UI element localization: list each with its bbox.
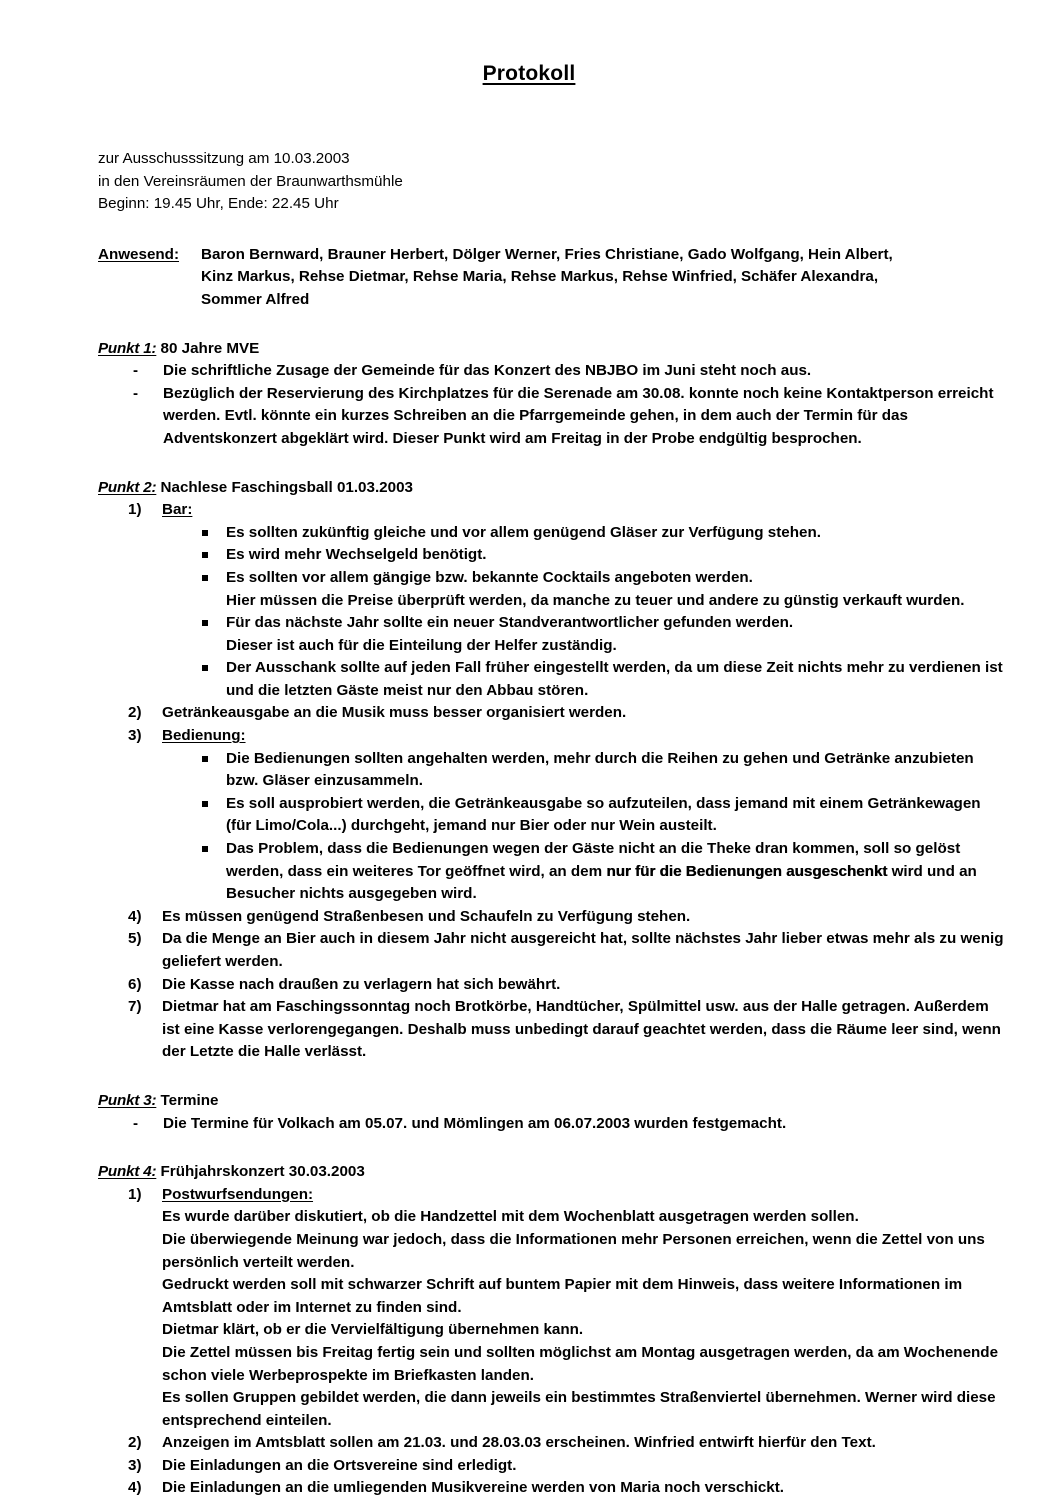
list-item-text: Es sollten vor allem gängige bzw. bekannte Cocktails angeboten werden. xyxy=(226,568,753,586)
square-bullet-icon xyxy=(202,530,208,536)
list-item xyxy=(98,657,1010,702)
dash-marker: - xyxy=(133,362,139,380)
list-item-text: Es sollten zukünftig gleiche und vor allem genügend Gläser zur Verfügung stehen. xyxy=(226,523,821,541)
list-item xyxy=(98,974,1010,997)
list-item-subheading: Bar: xyxy=(162,501,193,519)
list-item xyxy=(98,567,1010,612)
number-marker: 3) xyxy=(128,727,142,745)
attendance-line: Kinz Markus, Rehse Dietmar, Rehse Maria, Rehse Markus, Rehse Winfried, Schäfer Alexandra, xyxy=(201,268,879,286)
square-bullet-icon xyxy=(202,846,208,852)
dash-marker: - xyxy=(133,384,139,402)
list-item xyxy=(98,1113,1010,1136)
list-item-subheading: Postwurfsendungen: xyxy=(162,1185,314,1203)
list-item-text: Die Bedienungen sollten angehalten werden, mehr durch die Reihen zu gehen und Getränke anzubieten bzw. Gläser einzusammeln. xyxy=(226,749,974,790)
attendance-block xyxy=(98,244,1010,312)
list-item-text: Da die Menge an Bier auch in diesem Jahr nicht ausgereicht hat, sollte nächstes Jahr lieber etwas mehr als zu wenig geliefert werden. xyxy=(162,930,1004,970)
number-marker: 7) xyxy=(128,998,142,1016)
number-marker: 2) xyxy=(128,1434,142,1452)
list-item xyxy=(98,928,1010,973)
dash-marker: - xyxy=(133,1114,139,1132)
number-marker: 4) xyxy=(128,1479,142,1497)
list-item xyxy=(98,725,1010,748)
list-item xyxy=(98,906,1010,929)
attendance-names xyxy=(201,244,1010,312)
list-item-text: Anzeigen im Amtsblatt sollen am 21.03. und 28.03.03 erscheinen. Winfried entwirft hierfür den Text. xyxy=(162,1434,876,1452)
list-item-subheading: Bedienung: xyxy=(162,727,246,745)
number-marker: 3) xyxy=(128,1456,142,1474)
square-bullet-icon xyxy=(202,801,208,807)
list-item-continuation: Die Zettel müssen bis Freitag fertig sein und sollten möglichst am Montag ausgetragen werden, da am Wochenende schon viele Werbeprospekte im Briefkasten landen. xyxy=(162,1343,999,1384)
list-item xyxy=(98,544,1010,567)
list-item-text-tail: wird und an Besucher nichts ausgegeben wird. xyxy=(226,862,977,903)
square-bullet-icon xyxy=(202,620,208,626)
section-heading-punkt-1 xyxy=(98,338,1010,361)
square-bullet-icon xyxy=(202,665,208,671)
punkt-1-label: Punkt 1: xyxy=(98,339,157,357)
punkt-2-title: Nachlese Faschingsball 01.03.2003 xyxy=(156,478,413,496)
number-marker: 6) xyxy=(128,975,142,993)
list-item-text: Das Problem, dass die Bedienungen wegen der Gäste nicht an die Theke dran kommen, soll so gelöst werden, dass ein weiteres Tor geöffnet wird, an dem xyxy=(226,840,961,880)
list-item-text: Getränkeausgabe an die Musik muss besser organisiert werden. xyxy=(162,704,627,722)
punkt-3-label: Punkt 3: xyxy=(98,1091,157,1109)
number-marker: 2) xyxy=(128,704,142,722)
list-item xyxy=(98,383,1010,451)
square-bullet-icon xyxy=(202,756,208,762)
list-item xyxy=(98,838,1010,906)
list-item xyxy=(98,1432,1010,1455)
list-item xyxy=(98,996,1010,1064)
list-item-text: Dietmar hat am Faschingssonntag noch Brotkörbe, Handtücher, Spülmittel usw. aus der Halle getragen. Außerdem ist eine Kasse verlorengegangen. Deshalb muss unbedingt darauf geachtet werden, dass die Räume leer sind, wenn der Letzte die Halle verlässt. xyxy=(162,998,1001,1061)
square-bullet-icon xyxy=(202,575,208,581)
list-item xyxy=(98,612,1010,657)
list-item xyxy=(98,1184,1010,1433)
intro-line-2: in den Vereinsräumen der Braunwarthsmühle xyxy=(98,172,403,190)
list-item-continuation: Es sollen Gruppen gebildet werden, die dann jeweils ein bestimmtes Straßenviertel übernehmen. Werner wird diese entsprechend einteilen. xyxy=(162,1389,996,1429)
list-item xyxy=(98,748,1010,793)
attendance-line: Sommer Alfred xyxy=(201,290,310,308)
attendance-line: Baron Bernward, Brauner Herbert, Dölger Werner, Fries Christiane, Gado Wolfgang, Hein Albert, xyxy=(201,245,893,263)
section-heading-punkt-3 xyxy=(98,1090,1010,1113)
list-item xyxy=(98,522,1010,545)
list-item xyxy=(98,360,1010,383)
intro-block xyxy=(98,148,1010,216)
list-item-continuation: Dietmar klärt, ob er die Vervielfältigung übernehmen kann. xyxy=(162,1321,584,1339)
intro-line-1: zur Ausschusssitzung am 10.03.2003 xyxy=(98,150,350,167)
list-item-text: Die Termine für Volkach am 05.07. und Mömlingen am 06.07.2003 wurden festgemacht. xyxy=(163,1114,787,1132)
list-item xyxy=(98,499,1010,522)
intro-line-3: Beginn: 19.45 Uhr, Ende: 22.45 Uhr xyxy=(98,195,339,213)
list-item xyxy=(98,1477,1010,1497)
list-item-text: Es wird mehr Wechselgeld benötigt. xyxy=(226,546,487,564)
number-marker: 1) xyxy=(128,1185,142,1203)
list-item-text: Der Ausschank sollte auf jeden Fall früher eingestellt werden, da um diese Zeit nichts mehr zu verdienen ist und die letzten Gäste meist nur den Abbau stören. xyxy=(226,659,1003,699)
list-item-text: Es soll ausprobiert werden, die Getränkeausgabe so aufzuteilen, dass jemand mit einem Getränkewagen (für Limo/Cola...) durchgeht, jemand nur Bier oder nur Wein austeilt. xyxy=(226,794,981,835)
list-item-text: Bezüglich der Reservierung des Kirchplatzes für die Serenade am 30.08. konnte noch keine Kontaktperson erreicht werden. Evtl. könnte ein kurzes Schreiben an die Pfarrgemeinde gehen, in dem auch der Termin für das Adventskonzert abgeklärt wird. Dieser Punkt wird am Freitag in der Probe endgültig besprochen. xyxy=(163,384,994,447)
list-item-text: Für das nächste Jahr sollte ein neuer Standverantwortlicher gefunden werden. xyxy=(226,614,794,632)
list-item-text: Die schriftliche Zusage der Gemeinde für das Konzert des NBJBO im Juni steht noch aus. xyxy=(163,362,812,380)
punkt-1-title: 80 Jahre MVE xyxy=(156,339,260,357)
number-marker: 4) xyxy=(128,907,142,925)
attendance-label: Anwesend: xyxy=(98,245,180,263)
punkt-4-title: Frühjahrskonzert 30.03.2003 xyxy=(156,1163,365,1181)
number-marker: 5) xyxy=(128,930,142,948)
list-item-text: Die Einladungen an die umliegenden Musikvereine werden von Maria noch verschickt. xyxy=(162,1479,785,1497)
punkt-3-title: Termine xyxy=(156,1091,219,1109)
list-item xyxy=(98,793,1010,838)
section-heading-punkt-2 xyxy=(98,477,1010,500)
list-item-text: Die Einladungen an die Ortsvereine sind erledigt. xyxy=(162,1456,517,1474)
list-item-continuation: Es wurde darüber diskutiert, ob die Handzettel mit dem Wochenblatt ausgetragen werden sollen. xyxy=(162,1208,859,1226)
number-marker: 1) xyxy=(128,501,142,519)
list-item-continuation: Die überwiegende Meinung war jedoch, dass die Informationen mehr Personen erreichen, wenn die Zettel von uns persönlich verteilt werden. xyxy=(162,1230,985,1271)
list-item-continuation: Gedruckt werden soll mit schwarzer Schrift auf buntem Papier mit dem Hinweis, dass weitere Informationen im Amtsblatt oder im Internet zu finden sind. xyxy=(162,1276,963,1316)
page-title: Protokoll xyxy=(482,62,576,85)
list-item xyxy=(98,1455,1010,1478)
list-item-text: Es müssen genügend Straßenbesen und Schaufeln zu Verfügung stehen. xyxy=(162,907,691,925)
document-body xyxy=(0,148,1058,1497)
square-bullet-icon xyxy=(202,552,208,558)
punkt-2-label: Punkt 2: xyxy=(98,478,157,496)
list-item-continuation: Dieser ist auch für die Einteilung der Helfer zuständig. xyxy=(226,636,617,654)
section-heading-punkt-4 xyxy=(98,1161,1010,1184)
list-item xyxy=(98,702,1010,725)
list-item-continuation: Hier müssen die Preise überprüft werden, da manche zu teuer und andere zu günstig verkauft wurden. xyxy=(226,591,965,609)
punkt-4-label: Punkt 4: xyxy=(98,1163,157,1181)
list-item-emphasis: nur für die Bedienungen ausgeschenkt xyxy=(606,862,888,880)
list-item-text: Die Kasse nach draußen zu verlagern hat sich bewährt. xyxy=(162,975,561,993)
